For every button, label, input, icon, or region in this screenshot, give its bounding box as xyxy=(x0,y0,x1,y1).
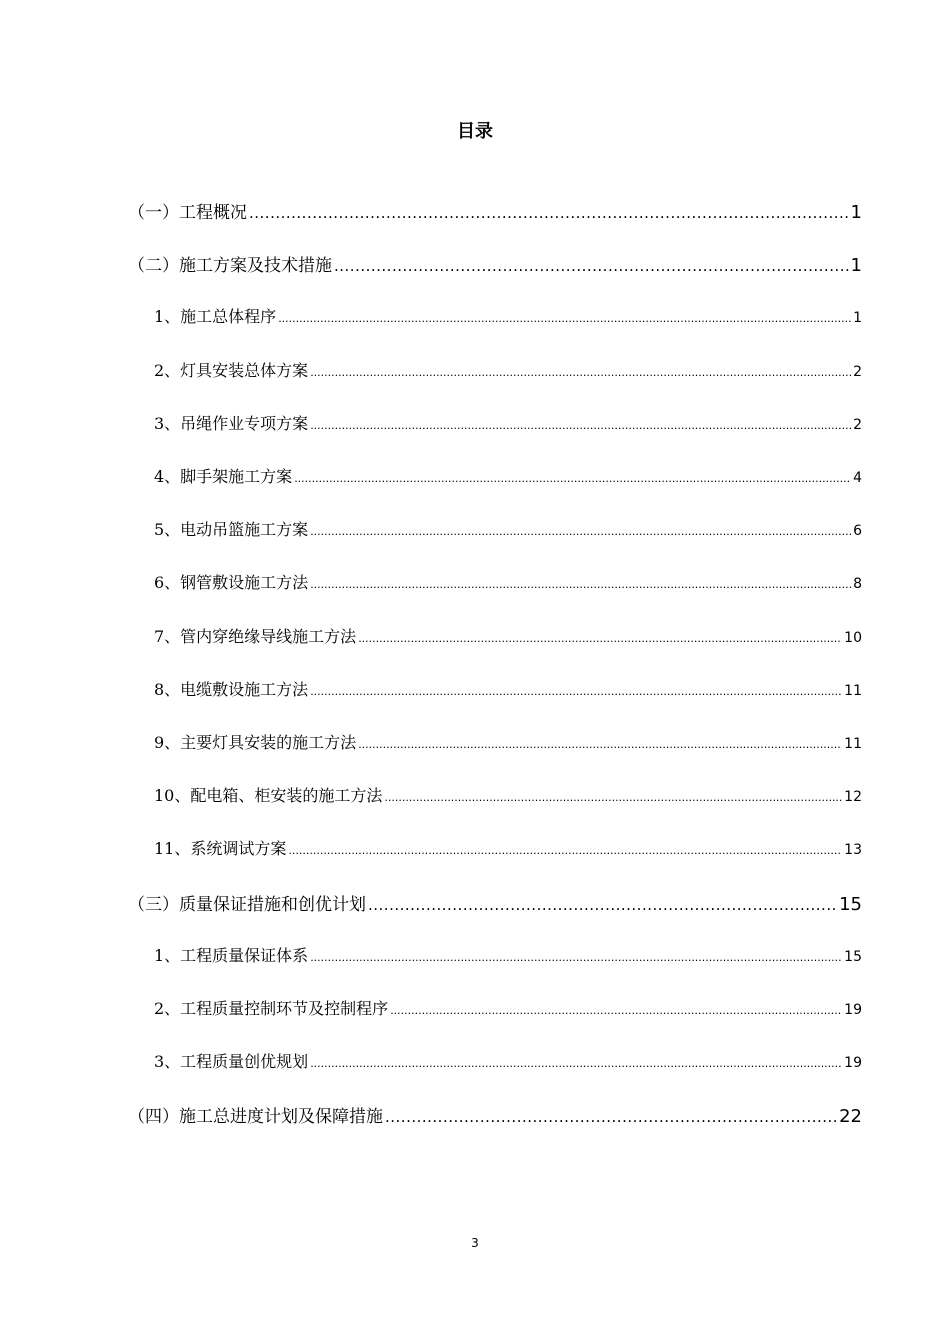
toc-dot-leader xyxy=(278,312,851,325)
toc-entry-label: 8、电缆敷设施工方法 xyxy=(154,679,309,699)
toc-entry-label: 6、钢管敷设施工方法 xyxy=(154,573,309,593)
toc-subsection-entry[interactable] xyxy=(154,996,862,1019)
toc-dot-leader xyxy=(294,472,851,485)
toc-entry-page-number: 12 xyxy=(844,789,862,806)
toc-entry-label: 4、脚手架施工方案 xyxy=(154,467,293,486)
toc-entry-label: 1、工程质量保证体系 xyxy=(154,945,309,965)
toc-dot-leader xyxy=(310,366,851,379)
toc-section-entry[interactable] xyxy=(128,1102,862,1127)
toc-subsection-entry[interactable] xyxy=(154,411,862,434)
toc-entry-label: 1、施工总体程序 xyxy=(154,307,277,327)
toc-entry-label: （三）质量保证措施和创优计划 xyxy=(128,894,366,915)
toc-entry-page-number: 2 xyxy=(853,416,862,433)
toc-entry-label: 2、灯具安装总体方案 xyxy=(154,360,309,380)
toc-entry-label: 9、主要灯具安装的施工方法 xyxy=(154,733,357,752)
toc-entry-label: 10、配电箱、柜安装的施工方法 xyxy=(154,786,383,806)
toc-subsection-entry[interactable] xyxy=(154,464,862,487)
toc-entry-page-number: 13 xyxy=(844,842,862,859)
toc-section-entry[interactable] xyxy=(128,890,862,915)
toc-entry-label: 5、电动吊篮施工方案 xyxy=(154,520,309,540)
toc-dot-leader xyxy=(384,791,842,804)
toc-entry-label: 11、系统调试方案 xyxy=(154,839,287,859)
toc-entry-page-number: 8 xyxy=(853,576,862,593)
toc-subsection-entry[interactable] xyxy=(154,570,862,593)
toc-dot-leader xyxy=(310,525,851,538)
toc-entry-page-number: 1 xyxy=(850,202,862,223)
page-number: 3 xyxy=(471,1236,479,1250)
toc-entry-page-number: 15 xyxy=(839,893,862,915)
toc-subsection-entry[interactable] xyxy=(154,1049,862,1072)
toc-entry-page-number: 10 xyxy=(844,629,862,646)
toc-entry-label: 3、吊绳作业专项方案 xyxy=(154,413,309,433)
toc-entry-page-number: 19 xyxy=(844,1055,862,1072)
toc-entry-page-number: 11 xyxy=(844,736,862,752)
toc-dot-leader xyxy=(249,204,849,222)
toc-dot-leader xyxy=(310,419,851,432)
toc-entry-label: 3、工程质量创优规划 xyxy=(154,1052,309,1072)
toc-section-entry[interactable] xyxy=(128,251,862,276)
toc-subsection-entry[interactable] xyxy=(154,730,862,753)
toc-subsection-entry[interactable] xyxy=(154,358,862,381)
toc-entry-page-number: 6 xyxy=(853,523,862,540)
toc-entry-page-number: 4 xyxy=(853,470,862,486)
toc-title: 目录 xyxy=(457,121,493,142)
toc-subsection-entry[interactable] xyxy=(154,304,862,327)
toc-entry-label: （四）施工总进度计划及保障措施 xyxy=(128,1107,383,1128)
toc-entry-label: （二）施工方案及技术措施 xyxy=(128,256,332,277)
toc-section-entry[interactable] xyxy=(128,198,862,223)
toc-entry-page-number: 2 xyxy=(853,363,862,380)
toc-entry-page-number: 1 xyxy=(850,255,862,277)
toc-entry-page-number: 1 xyxy=(853,310,862,327)
toc-dot-leader xyxy=(310,1057,842,1070)
toc-entry-label: 2、工程质量控制环节及控制程序 xyxy=(154,999,389,1018)
toc-dot-leader xyxy=(310,578,851,591)
toc-dot-leader xyxy=(358,632,842,645)
toc-entry-page-number: 19 xyxy=(844,1002,862,1018)
toc-subsection-entry[interactable] xyxy=(154,943,862,966)
toc-subsection-entry[interactable] xyxy=(154,517,862,540)
toc-dot-leader xyxy=(310,685,842,698)
toc-dot-leader xyxy=(288,844,842,857)
toc-dot-leader xyxy=(310,951,842,964)
toc-subsection-entry[interactable] xyxy=(154,836,862,859)
toc-entry-label: 7、管内穿绝缘导线施工方法 xyxy=(154,626,357,646)
toc-entry-label: （一）工程概况 xyxy=(128,203,247,223)
toc-subsection-entry[interactable] xyxy=(154,677,862,700)
toc-entry-page-number: 11 xyxy=(844,682,862,699)
toc-dot-leader xyxy=(368,896,837,914)
toc-dot-leader xyxy=(385,1108,837,1126)
toc-subsection-entry[interactable] xyxy=(154,624,862,647)
toc-entry-page-number: 22 xyxy=(839,1106,862,1128)
toc-subsection-entry[interactable] xyxy=(154,783,862,806)
toc-dot-leader xyxy=(358,738,842,751)
toc-dot-leader xyxy=(390,1004,842,1017)
toc-entry-page-number: 15 xyxy=(844,948,862,965)
toc-dot-leader xyxy=(334,257,849,275)
